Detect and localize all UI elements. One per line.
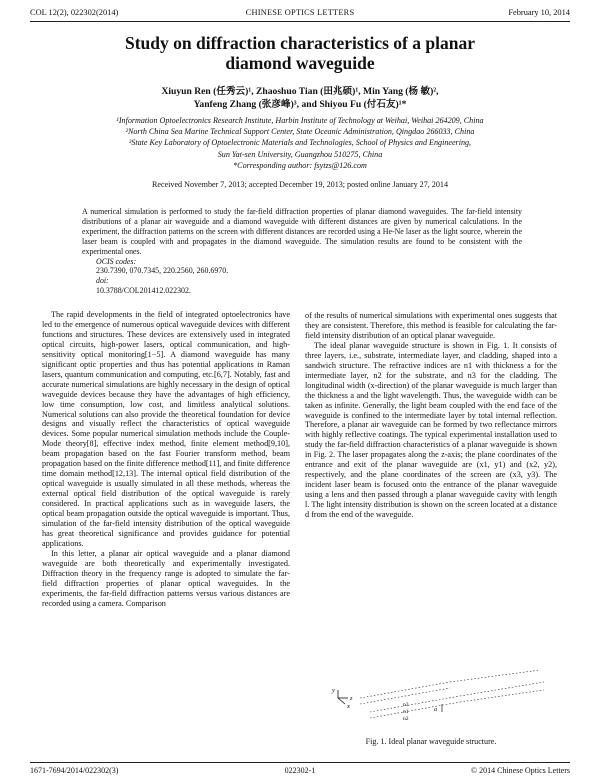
- received-dates: Received November 7, 2013; accepted December 19, 2013; posted online January 27, 2014: [151, 180, 448, 189]
- doi: [96, 276, 522, 296]
- paragraph-structure: The ideal planar waveguide structure is shown in Fig. 1. It consists of three layers, i.e., substrate, intermediate layer, and cladding, shaped into a sandwich structure. The refractive indices are n1 with thickness a for the intermediate layer, n2 for the substrate, and n3 for the cladding. The longitudinal width (x-direction) of the planar waveguide is much larger than the thickness a and the light wavelength. Thus, the waveguide width can be taken as infinite. Generally, the light beam coupled with the end face of the waveguide is confined to the intermediate layer by total internal reflection. Therefore, a planar air waveguide can be formed by two reflectance mirrors with highly reflective coatings. The typical experimental installation used to study the far-field diffraction characteristics of a planar waveguide is shown in Fig. 2. The laser propagates along the z-axis; the plane coordinates of the entrance and exit of the planar waveguide are (x1, y1) and (x2, y2), respectively, and the plane coordinates of the screen are (x3, y3). The incident laser beam is focused onto the entrance of the planar waveguide using a lens and then passed through a planar waveguide cavity with length l. The light intensity distribution is shown on the screen located at a distance d from the end of the waveguide.: [305, 340, 557, 520]
- corresponding-author: *Corresponding author: fsytzs@126.com: [233, 160, 367, 170]
- footer-copyright: © 2014 Chinese Optics Letters: [471, 766, 570, 775]
- layer-n3-label: n3: [403, 702, 409, 708]
- title-line-1: Study on diffraction characteristics of a planar: [125, 33, 475, 53]
- paragraph-letter: In this letter, a planar air optical waveguide and a planar diamond waveguide are both theoretically and experimentally investigated. Diffraction theory in the frequency range is adopted to simulate the far-field diffraction properties of planar optical waveguides. In the experiments, the far-field diffraction patterns versus various distances are recorded using a camera. Comparison: [42, 548, 290, 608]
- footer-issn: 1671-7694/2014/022302(3): [30, 766, 119, 775]
- abstract-text: A numerical simulation is performed to study the far-field diffraction properties of planar diamond waveguides. The far-field intensity distributions of a planar air waveguide and a diamond waveguide with different distances are given by numerical calculations. In the experiment, the diffraction patterns on the screen with different distances are recorded using a He-Ne laser as the light source, wherein the laser beam is coupled with and propagates in the diamond waveguide. The simulation results are found to be consistent with the experimental ones.: [82, 207, 522, 256]
- header-journal: CHINESE OPTICS LETTERS: [245, 8, 355, 17]
- ocis-label: OCIS codes:: [96, 256, 137, 266]
- affiliations: [40, 115, 560, 171]
- thickness-a-label: a: [434, 707, 437, 713]
- figure-1: [330, 668, 550, 732]
- affiliation-3: ³State Key Laboratory of Optoelectronic Materials and Technologies, School of Physics and Engineering,: [128, 138, 472, 148]
- header-date: February 10, 2014: [508, 8, 570, 17]
- paragraph-continued: of the results of numerical simulations with experimental ones suggests that they are consistent. Therefore, this method is feasible for calculating the far-field intensity distribution of an optical planar waveguide.: [305, 311, 557, 340]
- footer-page-number: 022302-1: [284, 766, 316, 775]
- author-list: [40, 85, 560, 111]
- axis-z-label: z: [350, 695, 353, 702]
- figure-1-caption: Fig. 1. Ideal planar waveguide structure.: [365, 737, 497, 746]
- ocis-value: 230.7390, 070.7345, 220.2560, 260.6970.: [96, 266, 229, 276]
- ocis-codes: [96, 257, 522, 277]
- authors-line-2: Yanfeng Zhang (张彦峰)³, and Shiyou Fu (付石友)¹*: [193, 99, 407, 110]
- layer-n2-label: n2: [403, 716, 409, 722]
- layer-n1-label: n1: [403, 709, 409, 715]
- axis-y-label: y: [332, 687, 335, 694]
- header-rule: [30, 21, 570, 22]
- running-header: [30, 8, 570, 22]
- paragraph-intro: The rapid developments in the field of integrated optoelectronics have led to the emergence of numerous optical waveguide devices with different functions and structures. These devices are extensively used in integrated optical circuits, high-power lasers, optical communication, and high-sensitivity optical monitoring[1−5]. A diamond waveguide has many significant optic properties and thus has potential applications in Raman lasers, quantum communication and computing, etc.[6,7]. Notably, fast and accurate numerical simulations are highly necessary in the design of optical waveguide devices because they have the advantages of high efficiency, low time consumption, low cost, and limitless analytical solutions. Numerical solutions can also provide the theoretical foundation for device designs and visually reflect the characteristics of optical waveguide devices. Some popular numerical simulation methods include the Couple-Mode theory[8], effective index method, finite element method[9,10], beam propagation based on the fast Fourier transform method, beam propagation based on the finite difference method[11], and finite difference time domain method[12,13]. The internal optical field distribution of the optical waveguide is usually simulated in all these methods, whereas the external optical field distribution of the optical waveguide is rarely considered. In practical applications such as in waveguide lasers, the optical beam propagation outside the optical waveguide is important. Thus, simulation of the far-field intensity distribution of the optical waveguide has great theoretical significance and provides guidance for potential applications.: [42, 310, 290, 548]
- affiliation-1: ¹Information Optoelectronics Research Institute, Harbin Institute of Technology at Weihai, Weihai 264209, China: [116, 116, 484, 125]
- paper-title: [40, 33, 560, 73]
- thickness-marker: [434, 704, 442, 713]
- footer-rule: [30, 762, 570, 763]
- affiliation-2: ²North China Sea Marine Technical Support Center, State Oceanic Administration, Qingdao 266033, China: [125, 127, 475, 137]
- body-column-left: [42, 310, 290, 609]
- doi-label: doi:: [96, 276, 109, 286]
- waveguide-diagram: [330, 668, 550, 732]
- abstract-meta: [82, 257, 522, 297]
- body-column-right: [305, 311, 557, 520]
- doi-value: 10.3788/COL201412.022302.: [96, 286, 191, 296]
- header-citation: COL 12(2), 022302(2014): [30, 8, 119, 17]
- axis-x-label: x: [347, 703, 350, 710]
- axis-glyph: [331, 687, 353, 710]
- title-line-2: diamond waveguide: [225, 53, 375, 73]
- affiliation-3-cont: Sun Yat-sen University, Guangzhou 510275, China: [217, 149, 383, 159]
- authors-line-1: Xiuyun Ren (任秀云)¹, Zhaoshuo Tian (田兆硕)¹, Min Yang (杨 敏)²,: [161, 86, 439, 97]
- abstract: [82, 207, 522, 296]
- waveguide-layers: [360, 670, 544, 718]
